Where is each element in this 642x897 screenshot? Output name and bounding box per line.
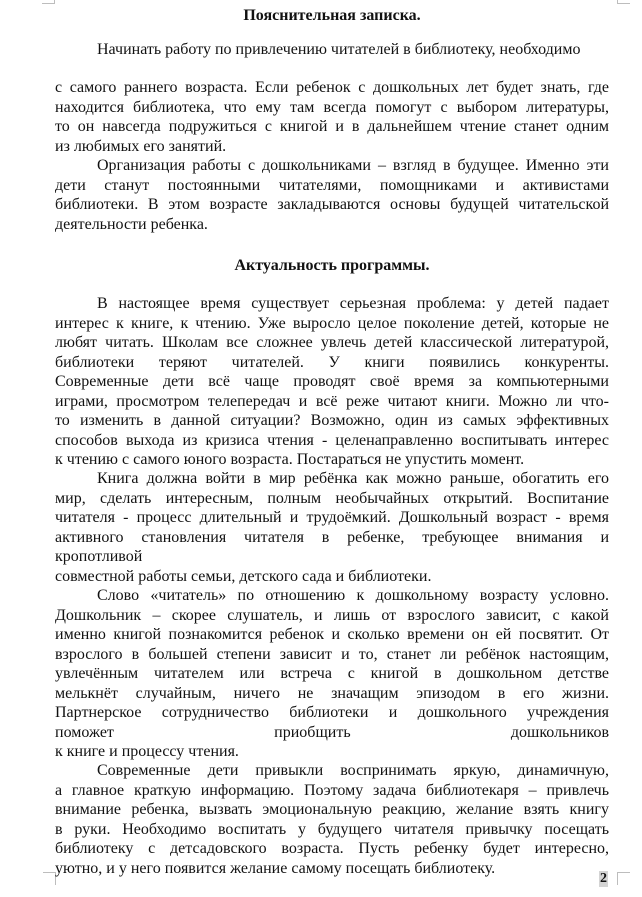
paragraph	[55, 294, 609, 470]
text-line: именно книгой познакомится ребенок и сколько времени он ей посвятит. От	[55, 626, 609, 643]
text-line: совместной работы семьи, детского сада и библиотеки.	[55, 567, 432, 585]
text-line: Начинать работу по привлечению читателей в библиотеку, необходимо	[97, 41, 581, 58]
text-line: библиотеки теряют читателей. У книги появились конкуренты.	[55, 353, 609, 371]
paragraph	[55, 469, 609, 586]
text-line: дети станут постоянными читателями, помощниками и активистами	[55, 176, 609, 194]
text-line: Партнерское сотрудничество библиотеки и дошкольного учреждения	[55, 704, 609, 721]
page-number: 2	[600, 871, 607, 886]
text-line: Слово «читатель» по отношению к дошкольному возрасту условно.	[97, 587, 609, 604]
text-line: активного становления читателя в ребенке, требующее внимания и	[55, 528, 609, 546]
paragraph	[55, 78, 609, 156]
text-line: Книга должна войти в мир ребёнка как можно раньше, обогатить его	[97, 470, 609, 487]
text-line: то он навсегда подружиться с книгой и в дальнейшем чтение станет одним	[55, 118, 609, 135]
text-line: играми, просмотром телепередач и всё реже читают книги. Можно ли что-	[55, 392, 609, 410]
text-line: читателя - процесс длительный и трудоёмкий. Дошкольный возраст - время	[55, 509, 609, 526]
text-line: мелькнёт случайным, ничего не значащим эпизодом в его жизни.	[55, 684, 609, 702]
text-line: с самого раннего возраста. Если ребенок с дошкольных лет будет знать, где	[55, 79, 609, 96]
page-corner-mark-top-right	[617, 0, 630, 4]
text-line: то изменить в данной ситуации? Возможно, один из самых эффективных	[55, 412, 609, 429]
text-line: внимание ребенка, вызвать эмоциональную реакцию, желание взять книгу	[55, 801, 609, 818]
text-line: деятельности ребенка.	[55, 215, 208, 233]
text-line: Дошкольник – скорее слушатель, и лишь от взрослого зависит, с какой	[55, 606, 609, 624]
text-line: к книге и процессу чтения.	[55, 743, 239, 760]
heading-program-relevance: Актуальность программы.	[234, 257, 430, 274]
page-corner-mark-top-left	[42, 0, 55, 4]
text-line: любят читать. Школам все сложнее увлечь детей классической литературой,	[55, 334, 609, 351]
text-line: интерес к книге, к чтению. Уже выросло целое поколение детей, которые не	[55, 314, 609, 332]
text-line: мир, сделать интересным, полным необычайных открытий. Воспитание	[55, 489, 609, 507]
text-line: библиотеки. В этом возрасте закладываются основы будущей читательской	[55, 196, 609, 213]
paragraph	[55, 761, 609, 878]
text-line: взрослого в большей степени зависит и то, станет ли ребёнок настоящим,	[55, 645, 609, 663]
text-line: библиотеку с детсадовского возраста. Пусть ребенку будет интересно,	[55, 840, 609, 857]
intro-paragraph-first-line	[55, 40, 609, 60]
text-line: В настоящее время существует серьезная проблема: у детей падает	[97, 295, 609, 312]
page-corner-mark-bottom-right	[617, 872, 630, 885]
text-line: а главное краткую информацию. Поэтому задача библиотекаря – привлечь	[55, 781, 609, 799]
text-line: к чтению с самого юного возраста. Постараться не упустить момент.	[55, 451, 525, 468]
text-line: находится библиотека, что ему там всегда помогут с выбором литературы,	[55, 98, 609, 116]
text-line: способов выхода из кризиса чтения - целенаправленно воспитывать интерес	[55, 431, 609, 449]
text-line: в руки. Необходимо воспитать у будущего читателя привычку посещать	[55, 820, 609, 838]
paragraph	[55, 586, 609, 762]
text-line: увлечённым читателем или встреча с книгой в дошкольном детстве	[55, 665, 609, 682]
heading-explanatory-note: Пояснительная записка.	[243, 7, 421, 24]
text-line: кропотливой	[55, 548, 143, 565]
paragraph	[55, 156, 609, 234]
text-line: Современные дети всё чаще проводят своё время за компьютерными	[55, 373, 609, 390]
text-line: уютно, и у него появится желание самому посещать библиотеку.	[55, 859, 496, 877]
text-line: поможет приобщить дошкольников	[55, 723, 609, 741]
text-line: Организация работы с дошкольниками – взгляд в будущее. Именно эти	[97, 157, 609, 174]
text-line: Современные дети привыкли воспринимать яркую, динамичную,	[97, 762, 609, 779]
text-line: из любимых его занятий.	[55, 137, 227, 155]
